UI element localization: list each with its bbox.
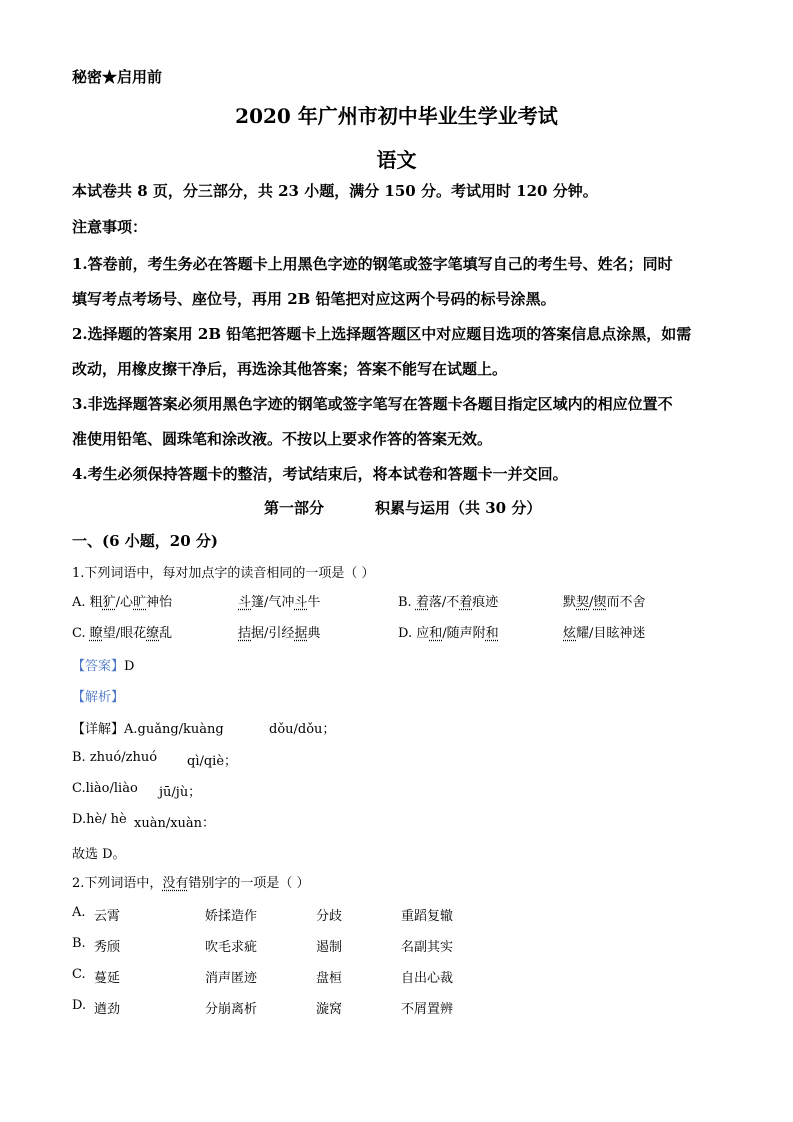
notes-line: 2.选择题的答案用 2B 铅笔把答题卡上选择题答题区中对应题目选项的答案信息点涂黑，如需 (72, 325, 692, 343)
answer-value: D (124, 659, 135, 674)
part-subtitle: 积累与运用（共 30 分） (375, 499, 542, 517)
q2-row-word: 分歧 (316, 909, 343, 924)
analysis-label: 【解析】 (72, 690, 125, 705)
detail-line-b-2: qì/qiè； (187, 754, 238, 769)
q1-option-d: D. 应和/随声附和 (398, 626, 499, 641)
notes-heading: 注意事项： (72, 218, 148, 236)
notes-line: 1.答卷前，考生务必在答题卡上用黑色字迹的钢笔或签字笔填写自己的考生号、姓名；同时 (72, 255, 673, 273)
notes-line: 改动，用橡皮擦干净后，再选涂其他答案；答案不能写在试题上。 (72, 360, 508, 378)
q2-row-letter: D. (72, 998, 87, 1013)
q2-row-word: 自出心裁 (401, 971, 454, 986)
q2-row-word: 消声匿迹 (205, 971, 258, 986)
notes-line: 4.考生必须保持答题卡的整洁，考试结束后，将本试卷和答题卡一并交回。 (72, 465, 568, 483)
detail-line-a-2: dǒu/dǒu； (269, 722, 336, 737)
question-2-stem: 2.下列词语中，没有错别字的一项是（ ） (72, 876, 310, 891)
answer-line (72, 655, 134, 674)
detail-line-d: D.hè/ hè (72, 812, 127, 827)
q2-row-word: 分崩离析 (205, 1002, 258, 1017)
detail-line-d-2: xuàn/xuàn： (134, 816, 216, 831)
answer-label: 【答案】 (72, 659, 125, 674)
notes-line: 填写考点考场号、座位号，再用 2B 铅笔把对应这两个号码的标号涂黑。 (72, 290, 556, 308)
notes-line: 3.非选择题答案必须用黑色字迹的钢笔或签字笔写在答题卡各题目指定区域内的相应位置不 (72, 395, 673, 413)
q1-option-c: C. 瞭望/眼花缭乱 (72, 626, 173, 641)
q1-option-b-pair2: 默契/锲而不舍 (563, 595, 646, 610)
q2-row-word: 名副其实 (401, 940, 454, 955)
detail-line-c-2: jū/jù； (159, 785, 202, 800)
section-heading: 一、(6 小题，20 分) (72, 532, 218, 550)
q2-row-word: 云霄 (94, 909, 121, 924)
q2-row-word: 遒劲 (94, 1002, 121, 1017)
notes-line: 准使用铅笔、圆珠笔和涂改液。不按以上要求作答的答案无效。 (72, 430, 493, 448)
q2-row-word: 蔓延 (94, 971, 121, 986)
q2-row-word: 盘桓 (316, 971, 343, 986)
part-title: 第一部分 (264, 499, 325, 517)
q2-row-word: 漩窝 (316, 1002, 343, 1017)
q2-row-word: 娇揉造作 (205, 909, 258, 924)
q2-row-letter: B. (72, 936, 86, 951)
q2-row-word: 吹毛求疵 (205, 940, 258, 955)
detail-line-b: B. zhuó/zhuó (72, 750, 158, 765)
detail-line-c: C.liào/liào (72, 781, 138, 796)
detail-line-a: 【详解】A.guǎng/kuàng (72, 722, 224, 737)
subject-title: 语文 (376, 148, 417, 172)
secret-label: 秘密★启用前 (72, 68, 163, 86)
q1-option-d-pair2: 炫耀/目眩神迷 (563, 626, 646, 641)
q2-row-letter: A. (72, 905, 86, 920)
q2-row-word: 重蹈复辙 (401, 909, 454, 924)
q2-row-word: 不屑置辨 (401, 1002, 454, 1017)
q2-row-letter: C. (72, 967, 86, 982)
exam-summary: 本试卷共 8 页，分三部分，共 23 小题，满分 150 分。考试用时 120 分钟。 (72, 182, 598, 200)
q1-option-b: B. 着落/不着痕迹 (398, 595, 499, 610)
question-1-stem: 1.下列词语中，每对加点字的读音相同的一项是（ ） (72, 566, 375, 581)
q1-option-a: A. 粗犷/心旷神怡 (72, 595, 173, 610)
conclusion: 故选 D。 (72, 847, 126, 862)
exam-title: 2020 年广州市初中毕业生学业考试 (235, 104, 558, 128)
q1-option-a-pair2: 斗篷/气冲斗牛 (238, 595, 321, 610)
q1-option-c-pair2: 拮据/引经据典 (238, 626, 321, 641)
q2-row-word: 秀颀 (94, 940, 121, 955)
q2-row-word: 遏制 (316, 940, 343, 955)
